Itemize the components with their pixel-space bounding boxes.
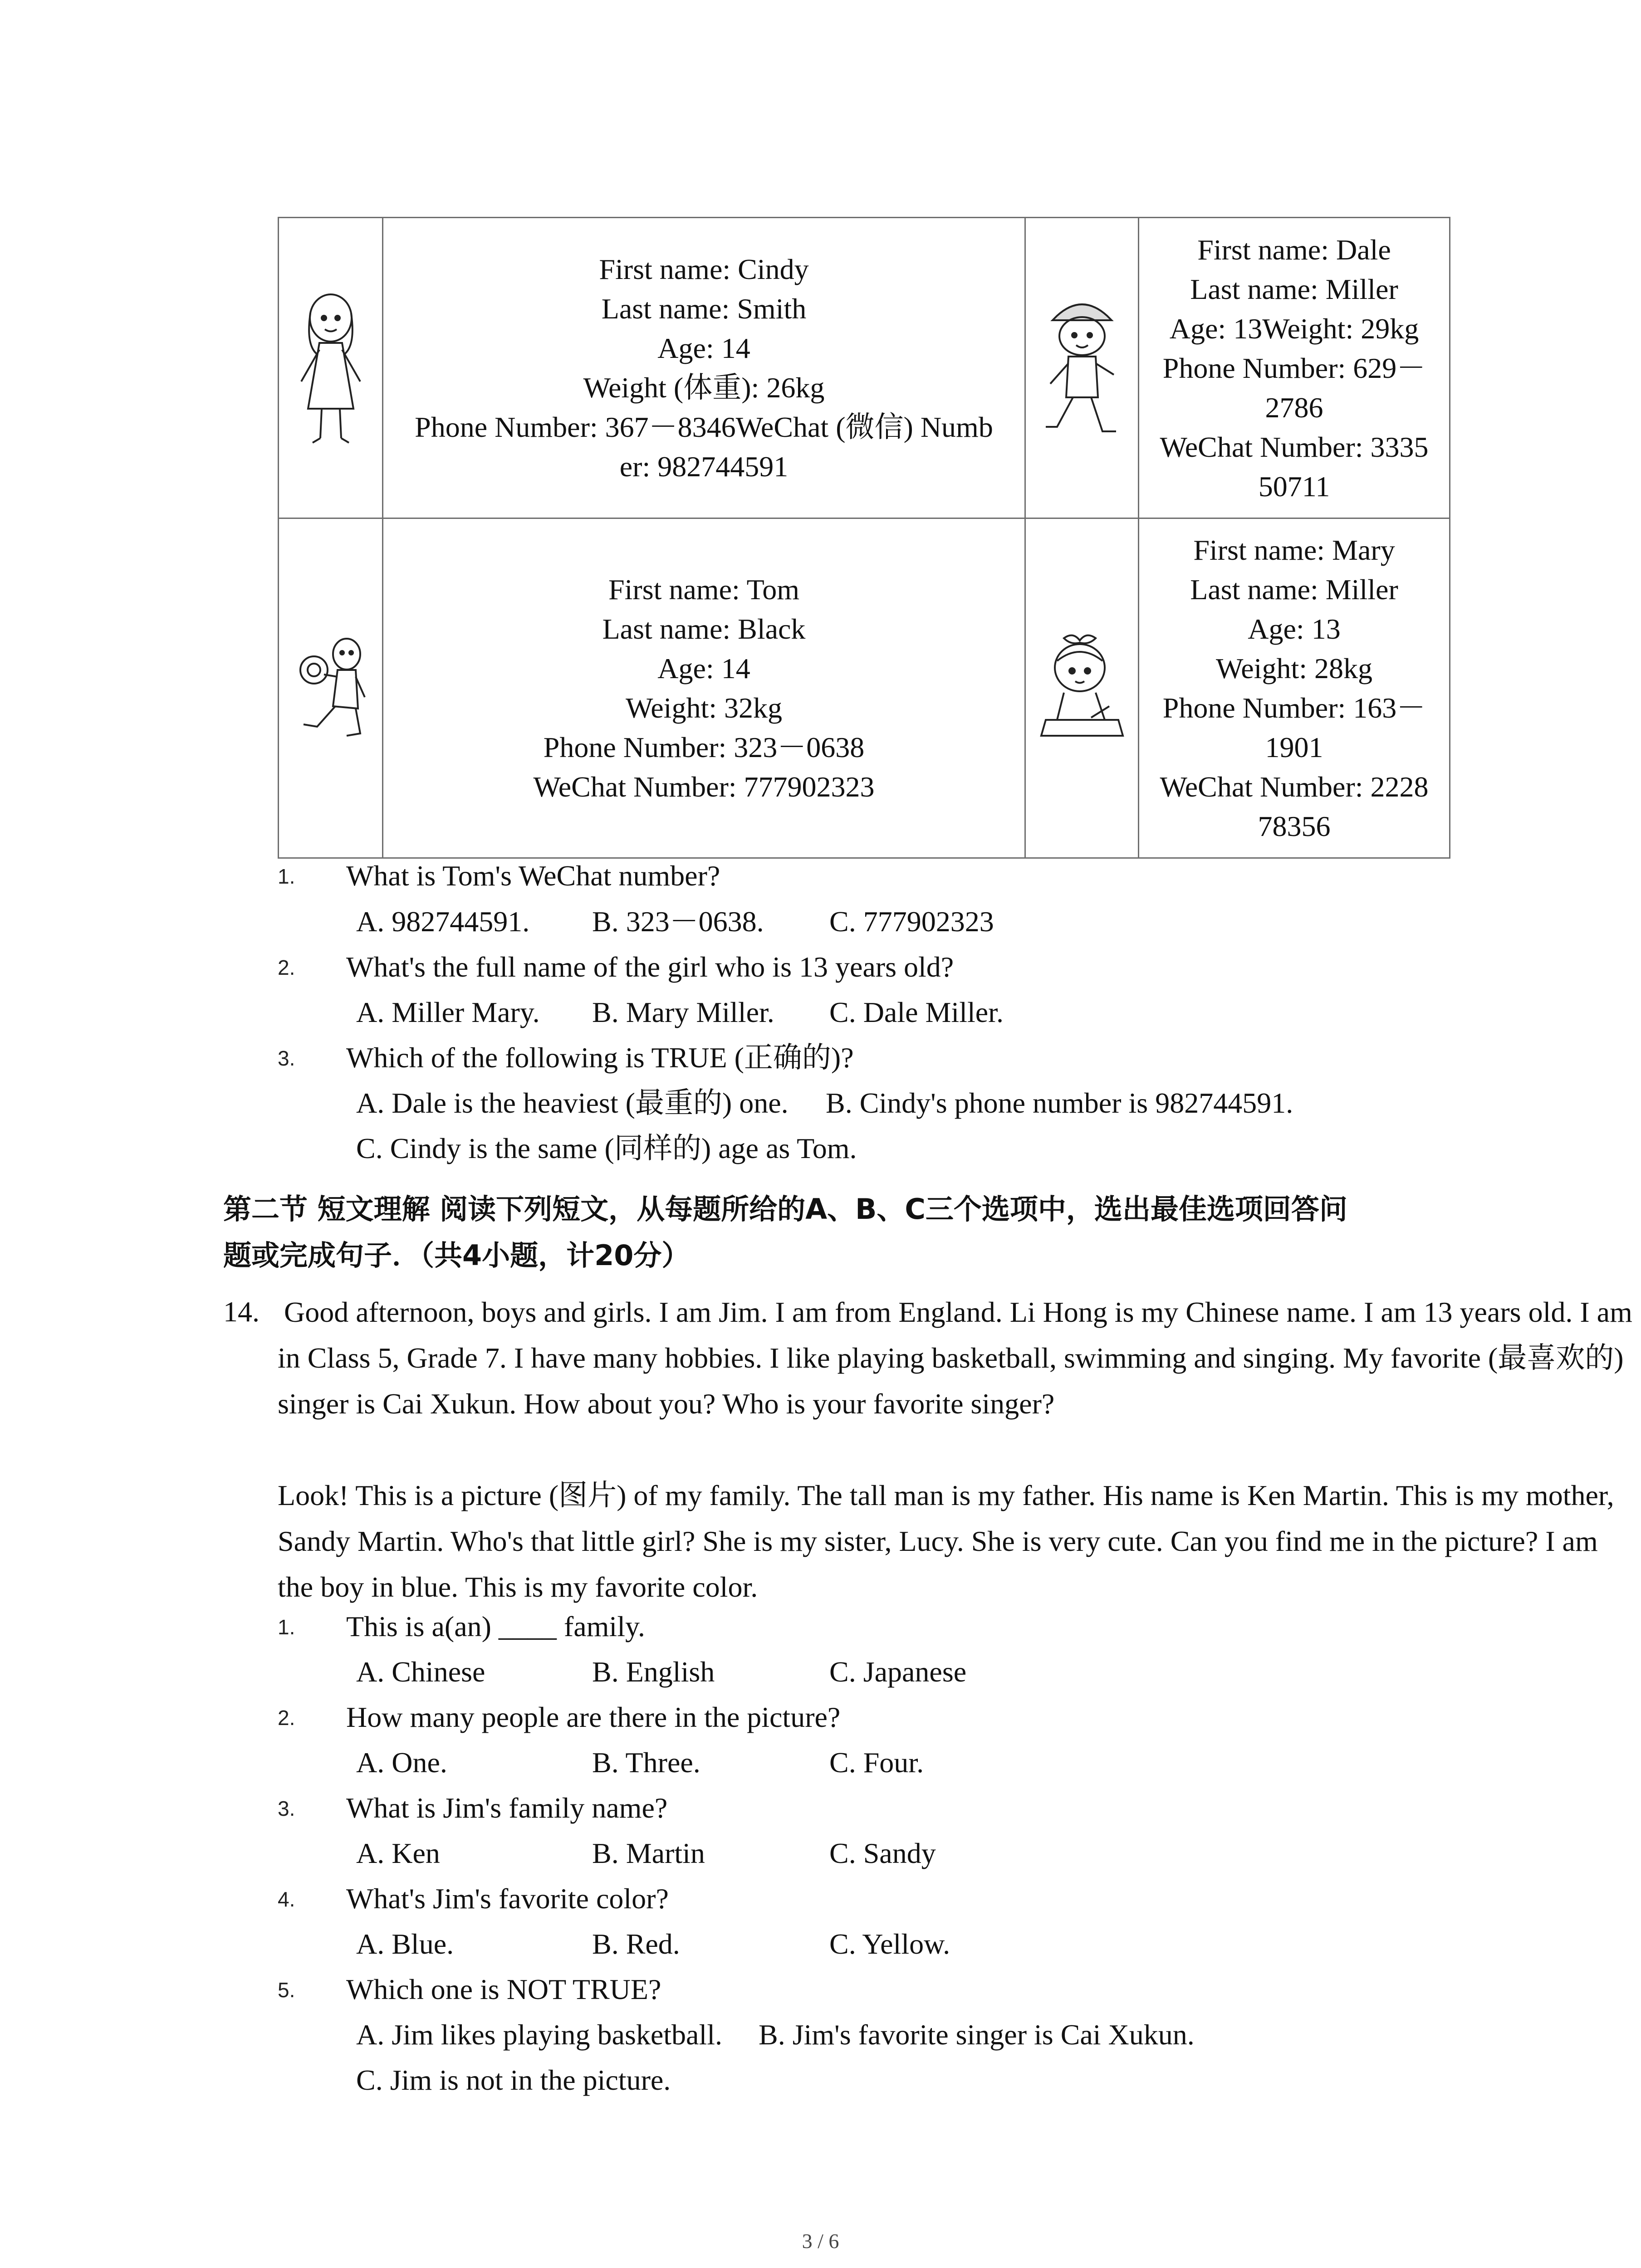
profile-line: Last name: Miller <box>1190 273 1398 305</box>
cindy-picture <box>279 218 383 518</box>
girl-illustration-icon <box>292 286 369 450</box>
passage-paragraph-2: Look! This is a picture (图片) of my family. The tall man is my father. His name is Ken Martin. This is my mother, Sandy Martin. Who's that little girl? She is my sister, Lucy. She is very cute. Can you find me in the picture? I am the boy in blue. This is my favorite color. <box>278 1479 1614 1603</box>
profile-line: 50711 <box>1258 470 1330 503</box>
option-a: A. Blue. <box>356 1928 454 1960</box>
profile-line: 1901 <box>1265 731 1323 763</box>
profile-line: Age: 14 <box>657 652 750 684</box>
profile-line: First name: Mary <box>1193 534 1395 566</box>
question-number: 5. <box>278 1978 295 2002</box>
question-text: Which of the following is TRUE (正确的)? <box>346 1041 854 1074</box>
profile-line: WeChat Number: 2228 <box>1160 771 1429 803</box>
profile-line: Phone Number: 323－0638 <box>543 731 865 763</box>
profile-line: Phone Number: 367－8346WeChat (微信) Numb <box>415 411 993 443</box>
profile-line: Weight (体重): 26kg <box>583 371 825 404</box>
profile-line: 78356 <box>1258 810 1331 842</box>
option-a: A. Jim likes playing basketball. <box>356 2019 722 2051</box>
profile-cindy <box>383 218 1025 518</box>
profile-mary <box>1139 518 1450 858</box>
question-number: 4. <box>278 1887 295 1911</box>
profile-line: Age: 14 <box>657 332 750 364</box>
profile-line: Phone Number: 163－ <box>1162 692 1426 724</box>
option-a: A. Chinese <box>356 1656 485 1688</box>
option-c: C. Four. <box>829 1746 924 1779</box>
option-b: B. Jim's favorite singer is Cai Xukun. <box>759 2019 1195 2051</box>
question-text: How many people are there in the picture? <box>346 1701 841 1733</box>
option-c: C. Japanese <box>829 1656 967 1688</box>
profile-line: 2786 <box>1265 391 1323 424</box>
profile-line: Last name: Miller <box>1190 573 1398 606</box>
option-b: B. English <box>592 1656 715 1688</box>
profile-table <box>278 217 1450 859</box>
question-text: Which one is NOT TRUE? <box>346 1973 661 2005</box>
question-text: This is a(an) ____ family. <box>346 1610 645 1642</box>
profile-line: er: 982744591 <box>619 450 789 483</box>
passage-paragraph-1: Good afternoon, boys and girls. I am Jim. I am from England. Li Hong is my Chinese name. I am 13 years old. I am in Class 5, Grade 7. I have many hobbies. I like playing basketball, swimming and singing. My favorite (最喜欢的) singer is Cai Xukun. How about you? Who is your favorite singer? <box>278 1296 1632 1420</box>
option-a: A. Ken <box>356 1837 440 1869</box>
option-c: C. Sandy <box>829 1837 936 1869</box>
question-number: 2. <box>278 1706 295 1730</box>
profile-dale <box>1139 218 1450 518</box>
profile-line: First name: Cindy <box>599 253 809 285</box>
option-b: B. Cindy's phone number is 982744591. <box>826 1087 1293 1119</box>
option-b: B. Mary Miller. <box>592 996 774 1028</box>
question-number: 3. <box>278 1046 295 1070</box>
tom-picture <box>279 518 383 858</box>
question-number: 1. <box>278 1615 295 1639</box>
girl-writing-illustration-icon <box>1037 629 1127 747</box>
option-a: A. One. <box>356 1746 447 1779</box>
option-a: A. Dale is the heaviest (最重的) one. <box>356 1087 789 1119</box>
section-header-line1: 第二节 短文理解 阅读下列短文，从每题所给的A、B、C三个选项中，选出最佳选项回答问 <box>223 1193 1347 1226</box>
profile-line: WeChat Number: 777902323 <box>533 771 875 803</box>
question-number: 2. <box>278 956 295 979</box>
question-text: What's Jim's favorite color? <box>346 1882 669 1915</box>
passage-number: 14. <box>223 1295 260 1328</box>
question-number: 3. <box>278 1797 295 1820</box>
option-c: C. Jim is not in the picture. <box>356 2064 671 2096</box>
question-number: 1. <box>278 865 295 888</box>
profile-line: Weight: 32kg <box>625 692 783 724</box>
option-a: A. Miller Mary. <box>356 996 540 1028</box>
option-c: C. 777902323 <box>829 905 994 938</box>
profile-line: Last name: Black <box>602 613 806 645</box>
boy-running-illustration-icon <box>1039 291 1125 445</box>
option-c: C. Dale Miller. <box>829 996 1004 1028</box>
option-b: B. Three. <box>592 1746 700 1779</box>
profile-line: WeChat Number: 3335 <box>1160 430 1429 463</box>
profile-line: First name: Tom <box>608 573 799 606</box>
dale-picture <box>1025 218 1139 518</box>
boy-ball-illustration-icon <box>292 634 369 743</box>
mary-picture <box>1025 518 1139 858</box>
profile-line: Age: 13 <box>1248 613 1341 645</box>
profile-tom <box>383 518 1025 858</box>
page-number: 3 / 6 <box>802 2229 839 2253</box>
option-a: A. 982744591. <box>356 905 530 938</box>
question-text: What is Jim's family name? <box>346 1792 668 1824</box>
profile-line: First name: Dale <box>1197 233 1391 266</box>
question-text: What is Tom's WeChat number? <box>346 860 720 892</box>
option-c: C. Yellow. <box>829 1928 950 1960</box>
profile-line: Age: 13Weight: 29kg <box>1169 312 1419 345</box>
option-b: B. Red. <box>592 1928 680 1960</box>
question-text: What's the full name of the girl who is 13 years old? <box>346 951 954 983</box>
profile-line: Phone Number: 629－ <box>1162 352 1426 384</box>
section-header-line2: 题或完成句子．（共4小题，计20分） <box>223 1239 690 1272</box>
option-b: B. Martin <box>592 1837 705 1869</box>
profile-line: Weight: 28kg <box>1215 652 1373 684</box>
profile-line: Last name: Smith <box>601 293 807 325</box>
option-c: C. Cindy is the same (同样的) age as Tom. <box>356 1132 857 1164</box>
option-b: B. 323－0638. <box>592 905 764 938</box>
